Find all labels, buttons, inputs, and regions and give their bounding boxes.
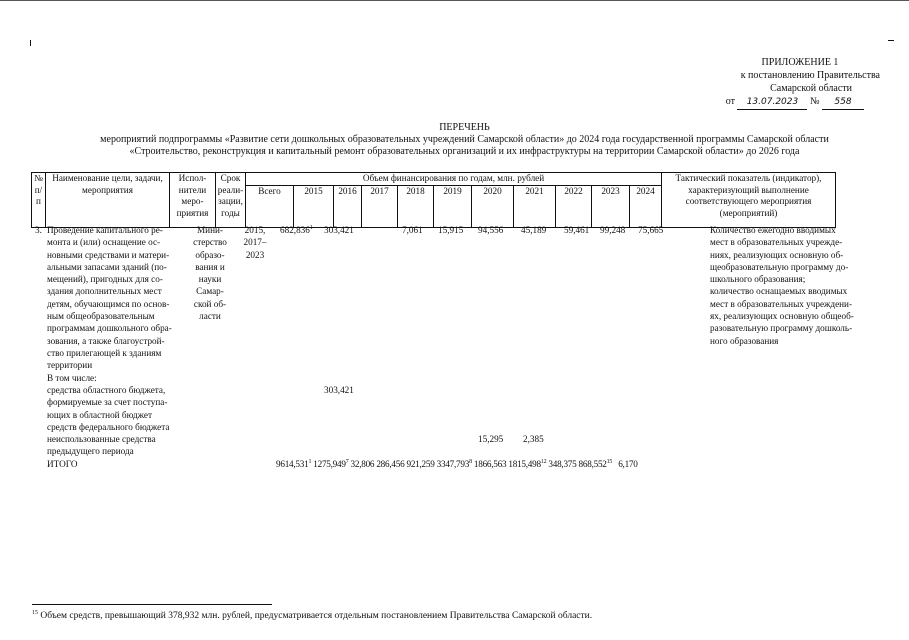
total-cell: 3347,793$^8$ bbox=[436, 458, 472, 469]
exec-line: стерство bbox=[193, 237, 227, 248]
indicator-line: мест в образовательных учрежде- bbox=[710, 237, 843, 248]
handwritten-date: 13.07.2023 bbox=[737, 96, 807, 110]
header-year: 2022 bbox=[556, 185, 592, 227]
value-2020: 45,189 bbox=[521, 225, 547, 235]
header-year: 2018 bbox=[398, 185, 434, 227]
corner-mark-left bbox=[30, 40, 31, 46]
table-header bbox=[31, 172, 836, 228]
header-executors: Испол-нители меро-приятия bbox=[170, 173, 216, 228]
indicator-line: ниях, реализующих основную об- bbox=[710, 249, 844, 260]
name-line: ным общеобразовательным bbox=[47, 311, 155, 322]
appendix-date-line bbox=[680, 95, 880, 110]
indicator-line: мест в образовательных учреждени- bbox=[710, 298, 853, 309]
term-line: 2023 bbox=[245, 249, 265, 260]
sub1-value-2015: 303,421 bbox=[324, 385, 354, 395]
header-name: Наименование цели, задачи, мероприятия bbox=[46, 173, 170, 228]
value-2015: 303,421 bbox=[324, 225, 354, 235]
total-label: ИТОГО bbox=[47, 459, 78, 469]
document-title-line-2: «Строительство, реконструкция и капитальный ремонт образовательных организаций и их инфраструктуры на территории Самарской области» до 2026 года bbox=[129, 146, 800, 157]
header-year: 2016 bbox=[334, 185, 362, 227]
sub-line: ющих в областной бюджет bbox=[47, 409, 152, 420]
name-line: здания дополнительных мест bbox=[47, 286, 162, 297]
name-line: территории bbox=[47, 360, 93, 371]
sub2-value-2019: 15,295 bbox=[478, 434, 504, 444]
total-cell: 1275,949$^7$ bbox=[313, 458, 349, 469]
total-cell: 868,552$^{15}$ bbox=[578, 458, 613, 469]
document-heading: ПЕРЕЧЕНЬ bbox=[439, 122, 490, 133]
name-line: ство прилегающей к зданиям bbox=[47, 347, 162, 358]
header-year: 2020 bbox=[472, 185, 514, 227]
top-border-line bbox=[0, 0, 909, 1]
name-line: Проведение капитального ре- bbox=[47, 225, 163, 235]
name-line: детям, обучающимся по основ- bbox=[47, 298, 170, 309]
row-total bbox=[280, 224, 313, 236]
handwritten-number: 558 bbox=[822, 96, 864, 110]
total-cell: 921,259 bbox=[406, 459, 435, 469]
name-line: монта и (или) оснащение ос- bbox=[47, 237, 161, 248]
indicator-line: щеобразовательную программу до- bbox=[710, 261, 849, 272]
total-cell: 1815,498$^{12}$ bbox=[508, 458, 547, 469]
exec-line: Мини- bbox=[197, 225, 223, 235]
header-year: 2023 bbox=[592, 185, 630, 227]
value-2019: 94,556 bbox=[478, 225, 504, 235]
total-cell: 1866,563 bbox=[473, 459, 507, 469]
name-line: альными запасами зданий (по- bbox=[47, 261, 167, 272]
header-year: 2015 bbox=[294, 185, 334, 227]
row-number: 3. bbox=[35, 225, 42, 235]
indicator-line: количество оснащаемых вводимых bbox=[710, 286, 848, 297]
indicator-line: ях, реализующих основную общеоб- bbox=[710, 311, 854, 322]
number-label: № bbox=[809, 96, 820, 107]
exec-line: ской об- bbox=[193, 298, 227, 309]
footnote-text: Объем средств, превышающий 378,932 млн. рублей, предусматривается отдельным постановлением Правительства Самарской области. bbox=[40, 611, 593, 621]
including-label: В том числе: bbox=[47, 373, 97, 383]
header-year: 2021 bbox=[514, 185, 556, 227]
sub-line: формируемые за счет поступа- bbox=[47, 397, 168, 408]
indicator-line: ного образования bbox=[710, 335, 779, 346]
row-executor bbox=[187, 224, 233, 322]
name-line: новными средствами и матери- bbox=[47, 249, 170, 260]
value-2017: 7,061 bbox=[402, 225, 423, 235]
term-line: 2017– bbox=[243, 237, 267, 248]
exec-line: образо- bbox=[195, 249, 225, 260]
sub-row-unused-funds bbox=[47, 433, 187, 458]
footnote-rule bbox=[32, 604, 272, 605]
indicator-line: разовательную программу дошколь- bbox=[710, 323, 853, 334]
header-funding: Объем финансирования по годам, млн. рублей bbox=[246, 173, 662, 186]
exec-line: ласти bbox=[199, 311, 221, 322]
exec-line: Самар- bbox=[196, 286, 224, 297]
total-cell: 286,456 bbox=[376, 459, 405, 469]
term-line: 2015, bbox=[244, 225, 266, 235]
appendix-ref: к постановлению Правительства bbox=[740, 70, 880, 81]
header-indicator: Тактический показатель (индикатор), характеризующий выполнение соответствующего мероприятия (мероприятий) bbox=[662, 173, 836, 228]
footnote-mark: 1 bbox=[309, 224, 313, 231]
header-term: Срок реали-зации, годы bbox=[216, 173, 246, 228]
totals-row bbox=[276, 458, 638, 470]
row-term bbox=[237, 224, 273, 261]
indicator-line: школьного образования; bbox=[710, 274, 806, 285]
name-line: программам дошкольного обра- bbox=[47, 323, 172, 334]
footnote-mark: 15 bbox=[32, 609, 38, 616]
sub-line: средств федерального бюджета bbox=[47, 421, 170, 432]
corner-mark-right bbox=[888, 40, 894, 41]
header-year: 2024 bbox=[630, 185, 662, 227]
header-total: Всего bbox=[246, 185, 294, 227]
sub-line: предыдущего периода bbox=[47, 446, 134, 457]
exec-line: науки bbox=[198, 274, 222, 285]
name-line: мещений), пригодных для со- bbox=[47, 274, 163, 285]
sub-row-regional-budget bbox=[47, 384, 187, 433]
sub-line: неиспользованные средства bbox=[47, 434, 156, 444]
indicator-line: Количество ежегодно вводимых bbox=[710, 225, 836, 235]
sub-line: средства областного бюджета, bbox=[47, 385, 166, 395]
appendix-block bbox=[680, 56, 880, 110]
appendix-title: ПРИЛОЖЕНИЕ 1 bbox=[761, 57, 839, 68]
total-cell: 32,806 bbox=[350, 459, 375, 469]
document-title-line-1: мероприятий подпрограммы «Развитие сети дошкольных образовательных учреждений Самарской области» до 2024 года государственной программы Самарской области bbox=[100, 134, 829, 145]
from-label: от bbox=[725, 96, 735, 107]
header-year: 2019 bbox=[434, 185, 472, 227]
exec-line: вания и bbox=[195, 261, 225, 272]
row-indicator bbox=[710, 224, 880, 347]
total-cell: 9614,531$^1$ bbox=[276, 458, 312, 469]
header-no: № п/п bbox=[32, 173, 46, 228]
footnote bbox=[32, 610, 592, 622]
value-2023: 75,665 bbox=[638, 225, 664, 235]
total-cell: 348,375 bbox=[548, 459, 577, 469]
total-value: 682,836 bbox=[280, 225, 310, 235]
name-line: зования, а также благоустрой- bbox=[47, 335, 165, 346]
row-name bbox=[47, 224, 187, 372]
header-year: 2017 bbox=[362, 185, 398, 227]
value-2018: 15,915 bbox=[438, 225, 464, 235]
total-cell: 6,170 bbox=[618, 459, 638, 469]
sub2-value-2020: 2,385 bbox=[523, 434, 544, 444]
value-2021: 59,461 bbox=[564, 225, 590, 235]
appendix-region: Самарской области bbox=[770, 83, 852, 94]
value-2022: 99,248 bbox=[600, 225, 626, 235]
